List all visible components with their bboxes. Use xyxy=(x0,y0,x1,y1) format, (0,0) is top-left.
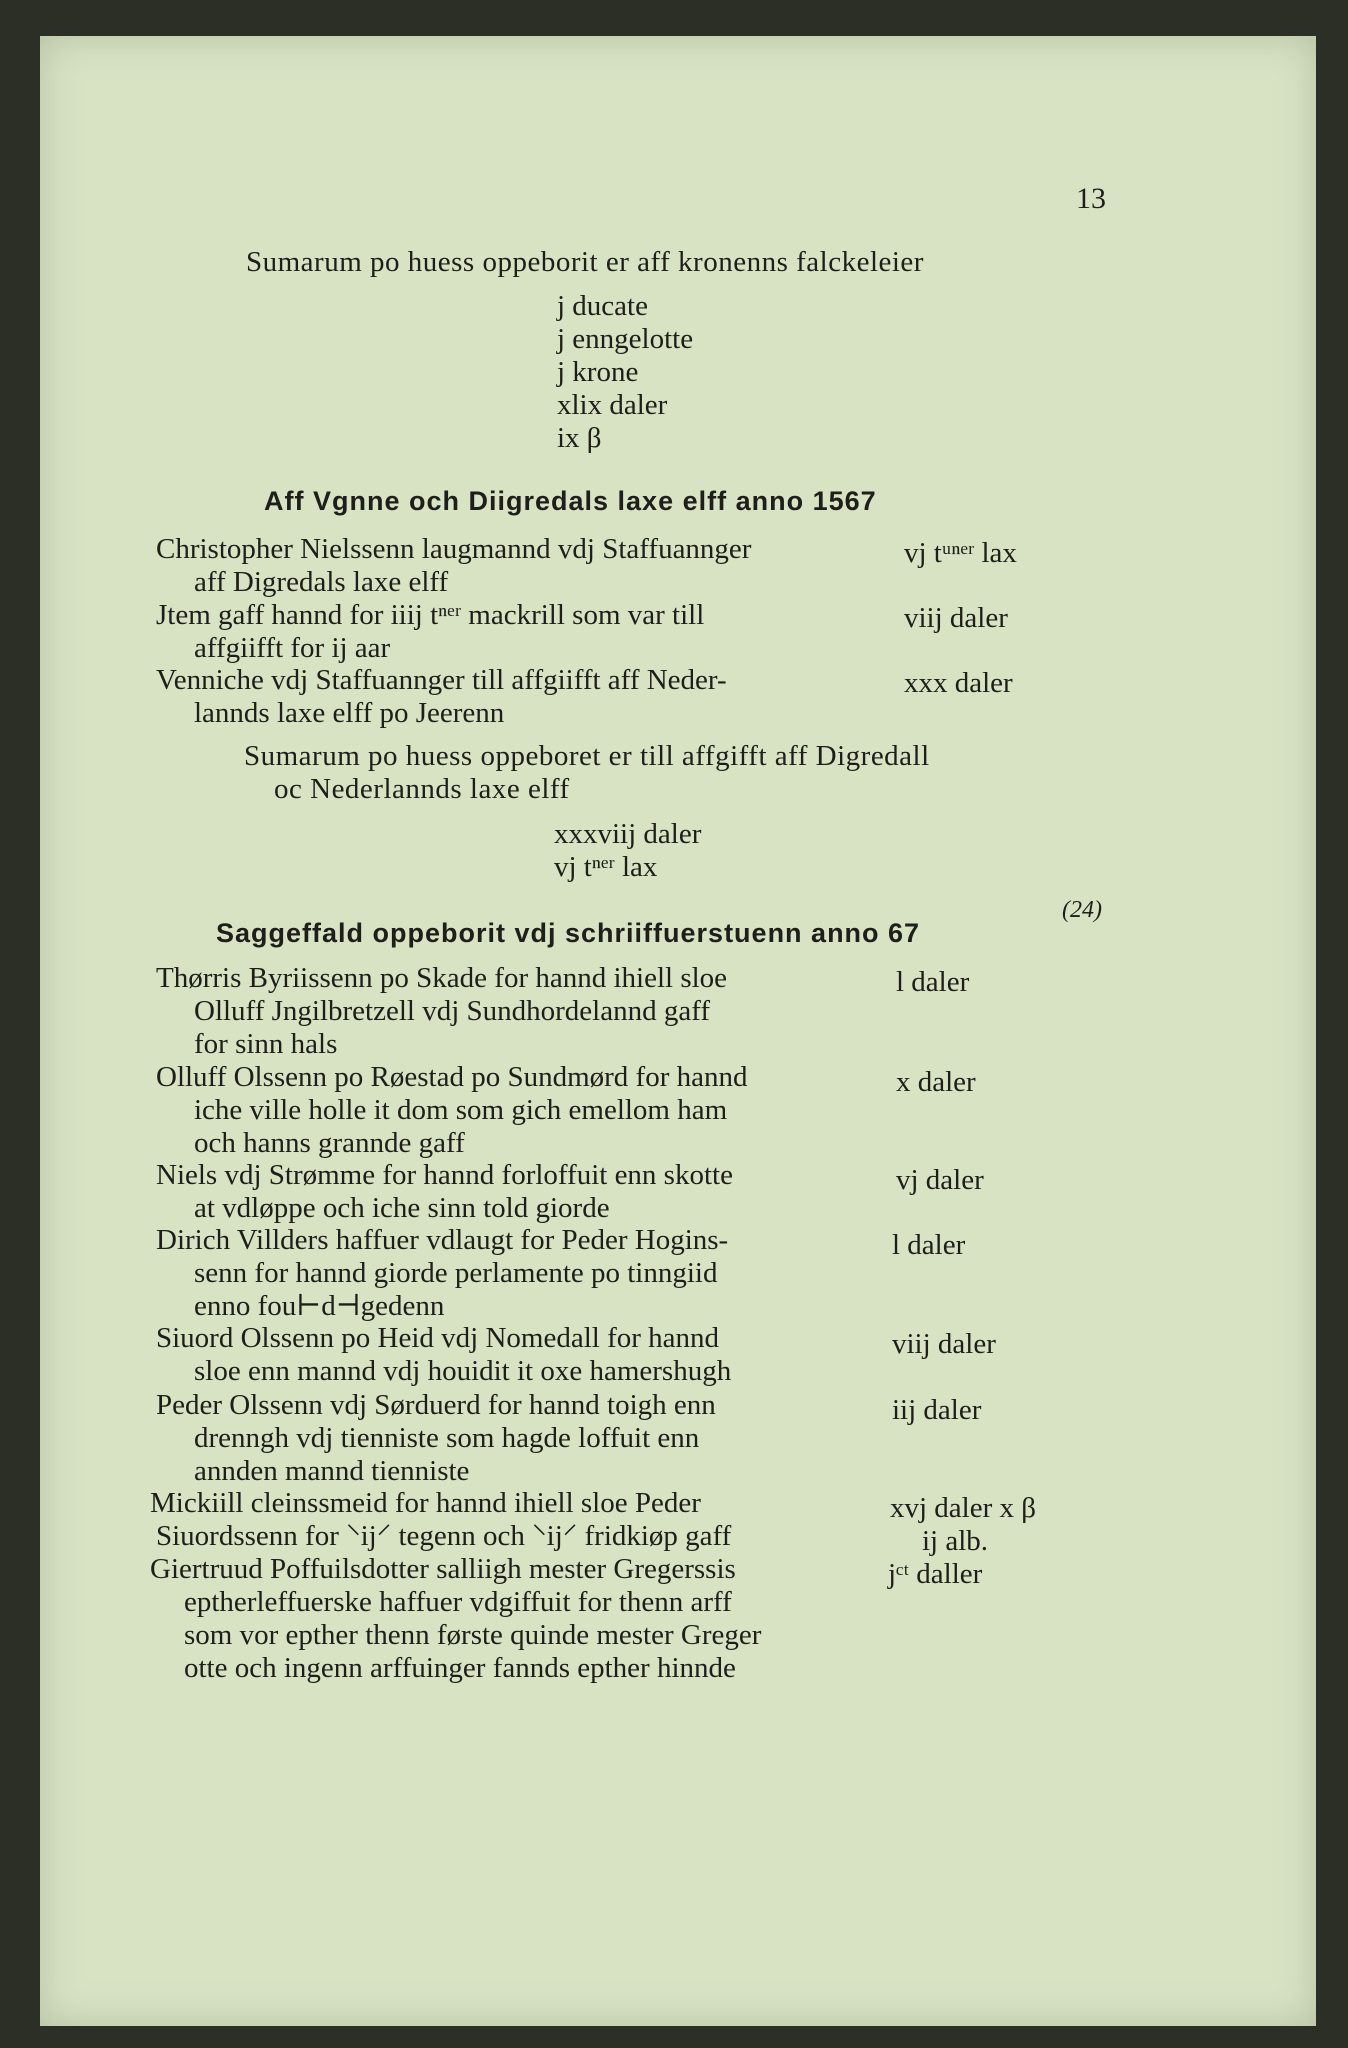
summary-amount: vj tⁿᵉʳ lax xyxy=(554,851,658,883)
entry-line: affgiifft for ij aar xyxy=(194,632,391,664)
entry-amount xyxy=(904,667,1013,700)
summary-amount: j krone xyxy=(557,356,639,388)
entry-amount xyxy=(904,537,1017,570)
amount-line: x daler xyxy=(896,1066,976,1098)
entry-line: sloe enn mannd vdj houidit it oxe hamershugh xyxy=(194,1355,732,1387)
amount-line: l daler xyxy=(892,1229,966,1261)
entry-line: senn for hannd giorde perlamente po tinngiid xyxy=(194,1257,718,1289)
summary-amount: j ducate xyxy=(557,290,648,322)
entry-line: iche ville holle it dom som gich emellom ham xyxy=(194,1094,728,1126)
summary-amount-list xyxy=(554,818,701,884)
entry-text xyxy=(156,962,876,1061)
entry-amount xyxy=(896,1164,984,1197)
summary-text xyxy=(244,740,930,806)
margin-note: (24) xyxy=(1062,897,1102,923)
entry-line: Peder Olssenn vdj Sørduerd for hannd toigh enn xyxy=(156,1389,716,1421)
amount-line: jᶜᵗ daller xyxy=(888,1558,983,1590)
amount-line: viij daler xyxy=(892,1328,996,1360)
entry-text xyxy=(156,533,876,599)
entry-line: Giertruud Poffuilsdotter salliigh mester Gregerssis xyxy=(150,1553,736,1585)
entry-text xyxy=(150,1553,870,1685)
entry-amount xyxy=(892,1229,965,1262)
amount-line: vj daler xyxy=(896,1164,984,1196)
entry-line: som vor epther thenn første quinde mester Greger xyxy=(184,1619,762,1651)
entry-text xyxy=(156,1159,876,1225)
section-heading: Saggeffald oppeborit vdj schriiffuerstuenn anno 67 xyxy=(216,918,921,948)
entry-line: drenngh vdj tienniste som hagde loffuit enn xyxy=(194,1422,700,1454)
summary-amount: xxxviij daler xyxy=(554,818,702,850)
entry-line: otte och ingenn arffuinger fannds epther hinnde xyxy=(184,1652,736,1684)
entry-amount xyxy=(896,1066,976,1099)
amount-line: ij alb. xyxy=(922,1525,989,1557)
summary-amount: ix β xyxy=(557,422,602,454)
amount-line: xxx daler xyxy=(904,667,1013,699)
entry-text xyxy=(156,1061,876,1160)
entry-line: Siuord Olssenn po Heid vdj Nomedall for hannd xyxy=(156,1322,720,1354)
entry-text xyxy=(156,1224,876,1323)
entry-amount xyxy=(890,1492,1036,1558)
entry-line: Siuordssenn for ⸌ij⸍ tegenn och ⸌ij⸍ fridkiøp gaff xyxy=(156,1520,732,1552)
entry-line: Venniche vdj Staffuannger till affgiifft aff Neder- xyxy=(156,664,727,696)
entry-line: Olluff Olssenn po Røestad po Sundmørd for hannd xyxy=(156,1061,748,1093)
section-heading: Aff Vgnne och Diigredals laxe elff anno 1567 xyxy=(264,486,877,516)
summary-amount: xlix daler xyxy=(557,389,668,421)
summary-line: oc Nederlannds laxe elff xyxy=(274,773,570,805)
entry-text xyxy=(156,664,876,730)
entry-line: lannds laxe elff po Jeerenn xyxy=(194,697,505,729)
entry-line: Olluff Jngilbretzell vdj Sundhordelannd gaff xyxy=(194,995,710,1027)
entry-line: annden mannd tienniste xyxy=(194,1455,470,1487)
entry-line: Jtem gaff hannd for iiij tⁿᵉʳ mackrill som var till xyxy=(156,599,705,631)
entry-amount xyxy=(904,602,1008,635)
entry-line: och hanns grannde gaff xyxy=(194,1127,465,1159)
entry-line: Thørris Byriissenn po Skade for hannd ihiell sloe xyxy=(156,962,728,994)
entry-line: at vdløppe och iche sinn told giorde xyxy=(194,1192,610,1224)
amount-line: iij daler xyxy=(892,1394,982,1426)
summary-amount: j enngelotte xyxy=(557,323,694,355)
entry-line: Mickiill cleinssmeid for hannd ihiell sloe Peder xyxy=(150,1487,701,1519)
entry-line: Niels vdj Strømme for hannd forloffuit enn skotte xyxy=(156,1159,733,1191)
entry-text xyxy=(156,1389,876,1488)
entry-amount xyxy=(896,966,969,999)
amount-line: viij daler xyxy=(904,602,1008,634)
entry-text xyxy=(150,1487,870,1553)
entry-text xyxy=(156,1322,876,1388)
entry-line: eptherleffuerske haffuer vdgiffuit for thenn arff xyxy=(184,1586,732,1618)
amount-line: xvj daler x β xyxy=(890,1492,1037,1524)
summary-line: Sumarum po huess oppeboret er till affgifft aff Digredall xyxy=(244,740,930,772)
page-number: 13 xyxy=(1076,182,1106,215)
entry-amount xyxy=(888,1558,982,1591)
entry-line: enno fou⊢d⊣gedenn xyxy=(194,1290,445,1322)
amount-line: l daler xyxy=(896,966,970,998)
entry-line: aff Digredals laxe elff xyxy=(194,566,449,598)
entry-amount xyxy=(892,1328,996,1361)
entry-line: for sinn hals xyxy=(194,1028,338,1060)
summary-line: Sumarum po huess oppeborit er aff kronenns falckeleier xyxy=(246,246,924,278)
entry-line: Christopher Nielssenn laugmannd vdj Staffuannger xyxy=(156,533,752,565)
summary-amount-list xyxy=(557,290,693,455)
entry-amount xyxy=(892,1394,981,1427)
entry-line: Dirich Villders haffuer vdlaugt for Peder Hogins- xyxy=(156,1224,729,1256)
amount-line: vj tᵘⁿᵉʳ lax xyxy=(904,537,1017,569)
entry-text xyxy=(156,599,876,665)
